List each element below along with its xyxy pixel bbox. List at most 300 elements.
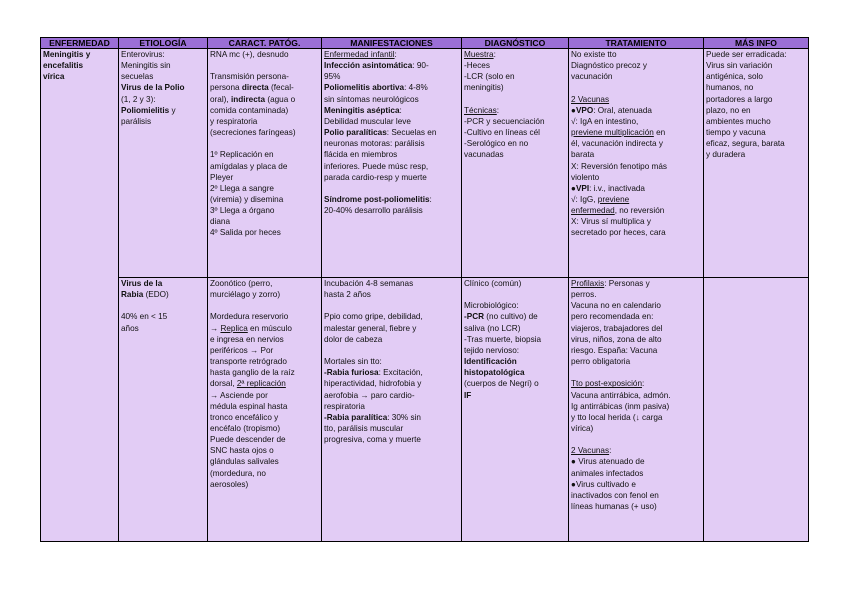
cell-text-line — [210, 71, 319, 82]
cell-text-line — [210, 468, 319, 479]
text-run: vírica) — [571, 424, 594, 434]
text-run: -Tras muerte, biopsia — [464, 334, 542, 344]
text-run: (agua o — [265, 94, 296, 104]
cell-text-line — [324, 49, 459, 60]
text-run: Enterovirus: — [121, 50, 165, 59]
cell-text-line — [464, 378, 566, 389]
text-run: Virus de la — [121, 279, 163, 288]
cell-text-line — [324, 311, 459, 322]
cell-text-line — [121, 323, 205, 334]
text-run: Puede descender de — [210, 435, 286, 445]
text-run: IF — [464, 390, 472, 400]
text-run: vacunadas — [464, 150, 504, 160]
cell-text-line — [324, 205, 459, 216]
cell-text-line — [324, 71, 459, 82]
text-run: Puede ser erradicada: — [706, 50, 787, 59]
text-run: SNC hasta ojos o — [210, 446, 274, 456]
text-run: Virus de la Polio — [121, 83, 185, 93]
cell-text-line — [324, 161, 459, 172]
cell-text-line — [706, 82, 806, 93]
text-run: encéfalo (tropismo) — [210, 424, 281, 434]
cell-text-line — [121, 116, 205, 127]
text-run: Vacuna antirrábica, admón. — [571, 390, 671, 400]
cell-text-line — [210, 356, 319, 367]
cell-text-line — [324, 278, 459, 289]
cell-text-line — [210, 378, 319, 389]
text-run: e ingresa en nervios — [210, 334, 284, 344]
text-run: : 4-8% — [404, 83, 428, 93]
cell-text-line — [324, 289, 459, 300]
text-run: persona — [210, 83, 242, 93]
text-run: transporte retrógrado — [210, 357, 287, 367]
text-run: : — [496, 105, 500, 115]
cell-text-line — [464, 323, 566, 334]
text-run: barata — [571, 150, 595, 160]
text-run: -LCR (solo en — [464, 72, 515, 82]
cell-text-line — [324, 401, 459, 412]
text-run: 40% en < 15 — [121, 312, 168, 322]
text-run: : 30% sin — [387, 412, 421, 422]
cell-text-line — [324, 127, 459, 138]
text-run: directa — [241, 83, 269, 93]
text-run: → — [210, 323, 221, 333]
text-run: líneas humanas (+ uso) — [571, 502, 657, 512]
header-etiologia: ETIOLOGÍA — [119, 38, 208, 49]
disease-table-container — [40, 37, 808, 542]
cell-text-line — [210, 216, 319, 227]
cell-text-line — [324, 149, 459, 160]
cell-text-line — [121, 71, 205, 82]
cell-text-line — [210, 205, 319, 216]
cell-text-line — [706, 71, 806, 82]
text-run: 1º Replicación en — [210, 150, 274, 160]
cell-text-line — [571, 138, 701, 149]
blank-line — [210, 60, 319, 71]
text-run: hasta 2 años — [324, 290, 371, 300]
text-run: y duradera — [706, 150, 746, 160]
blank-line — [571, 434, 701, 445]
text-run: Ig antirrábicas (inm pasiva) — [571, 401, 670, 411]
cell-text-line — [324, 423, 459, 434]
text-run: (cuerpos de Negri) o — [464, 379, 539, 389]
cell-text-line — [121, 82, 205, 93]
text-run: parálisis — [121, 116, 152, 126]
cell-text-line — [324, 194, 459, 205]
cell-text-line — [706, 49, 806, 60]
cell-text-line — [121, 105, 205, 116]
cell-text-line — [324, 116, 459, 127]
text-run: hasta ganglio de la raíz — [210, 368, 295, 378]
header-row — [41, 38, 809, 49]
text-run: eficaz, segura, barata — [706, 139, 785, 149]
text-run: él, vacunación indirecta y — [571, 139, 663, 149]
text-run: : Oral, atenuada — [593, 105, 652, 115]
cell-text-line — [571, 445, 701, 456]
cell-text-line — [706, 116, 806, 127]
text-run: : — [493, 50, 496, 59]
cell-text-line — [706, 105, 806, 116]
cell-text-line — [571, 205, 701, 216]
cell-text-line — [210, 278, 319, 289]
cell-text-line — [210, 434, 319, 445]
cell-text-line — [571, 289, 701, 300]
caract-patog-cell — [208, 278, 322, 542]
text-run: Mortales sin tto: — [324, 357, 382, 367]
text-run: Diagnóstico precoz y — [571, 61, 647, 71]
text-run: 4º Salida por heces — [210, 228, 281, 238]
text-run: y respiratoria — [210, 116, 258, 126]
text-run: Profilaxis — [571, 279, 605, 288]
text-run: perro obligatoria — [571, 357, 631, 367]
cell-text-line — [706, 138, 806, 149]
cell-text-line — [324, 334, 459, 345]
text-run: 2 Vacunas — [571, 94, 610, 104]
cell-text-line — [571, 149, 701, 160]
text-run: ● Virus atenuado de — [571, 457, 645, 467]
cell-text-line — [571, 334, 701, 345]
cell-text-line — [464, 49, 566, 60]
cell-text-line — [571, 300, 701, 311]
cell-text-line — [210, 456, 319, 467]
disease-name-line: Meningitis y — [43, 50, 91, 59]
blank-line — [324, 183, 459, 194]
text-run: Zoonótico (perro, — [210, 279, 273, 288]
cell-text-line — [210, 172, 319, 183]
text-run: animales infectados — [571, 468, 644, 478]
cell-text-line — [464, 367, 566, 378]
cell-text-line — [464, 149, 566, 160]
text-run: (EDO) — [143, 290, 169, 300]
cell-text-line — [571, 71, 701, 82]
text-run: amígdalas y placa de — [210, 161, 288, 171]
text-run: y tto local herida (↓ carga — [571, 412, 663, 422]
text-run: oral), — [210, 94, 231, 104]
cell-text-line — [121, 49, 205, 60]
blank-line — [571, 82, 701, 93]
cell-text-line — [571, 194, 701, 205]
blank-line — [121, 300, 205, 311]
text-run: ●Virus cultivado e — [571, 479, 636, 489]
cell-text-line — [210, 479, 319, 490]
text-run: : — [394, 50, 397, 59]
text-run: : Secuelas en — [386, 128, 437, 138]
text-run: violento — [571, 172, 600, 182]
cell-text-line — [210, 390, 319, 401]
text-run: Poliomielitis — [121, 105, 170, 115]
text-run: -Cultivo en líneas cél — [464, 128, 540, 138]
cell-text-line — [706, 60, 806, 71]
cell-text-line — [571, 116, 701, 127]
text-run: Tto post-exposición — [571, 379, 642, 389]
cell-text-line — [464, 300, 566, 311]
cell-text-line — [571, 356, 701, 367]
cell-text-line — [121, 311, 205, 322]
text-run: 95% — [324, 72, 341, 82]
text-run: 2º Llega a sangre — [210, 183, 274, 193]
cell-text-line — [210, 161, 319, 172]
cell-text-line — [571, 378, 701, 389]
cell-text-line — [464, 311, 566, 322]
cell-text-line — [571, 501, 701, 512]
cell-text-line — [210, 401, 319, 412]
tratamiento-cell — [569, 278, 704, 542]
text-run: comida contaminada) — [210, 105, 289, 115]
cell-text-line — [324, 94, 459, 105]
cell-text-line — [121, 94, 205, 105]
cell-text-line — [464, 138, 566, 149]
text-run: inactivados con fenol en — [571, 490, 659, 500]
text-run: saliva (no LCR) — [464, 323, 521, 333]
cell-text-line — [571, 227, 701, 238]
text-run: VPO — [575, 105, 594, 115]
cell-text-line — [571, 311, 701, 322]
text-run: 20-40% desarrollo parálisis — [324, 206, 423, 216]
blank-line — [210, 138, 319, 149]
cell-text-line — [571, 49, 701, 60]
text-run: vacunación — [571, 72, 613, 82]
text-run: Ppio como gripe, debilidad, — [324, 312, 423, 322]
cell-text-line — [210, 116, 319, 127]
text-run: Debilidad muscular leve — [324, 116, 411, 126]
cell-text-line — [210, 49, 319, 60]
cell-text-line — [571, 468, 701, 479]
text-run: Muestra — [464, 50, 494, 59]
text-run: Técnicas — [464, 105, 497, 115]
cell-text-line — [324, 367, 459, 378]
cell-text-line — [210, 323, 319, 334]
text-run: murciélago y zorro) — [210, 290, 281, 300]
text-run: Síndrome post-poliomelitis — [324, 195, 430, 205]
text-run: dolor de cabeza — [324, 334, 383, 344]
text-run: X: Reversión fenotipo más — [571, 161, 668, 171]
cell-text-line — [464, 390, 566, 401]
text-run: : 90- — [412, 61, 429, 71]
manifestaciones-cell — [322, 278, 462, 542]
text-run: riesgo. España: Vacuna — [571, 345, 658, 355]
text-run: RNA mc (+), desnudo — [210, 50, 289, 59]
text-run: -PCR — [464, 312, 485, 322]
cell-text-line — [210, 367, 319, 378]
text-run: 2ª replicación — [236, 379, 286, 389]
cell-text-line — [706, 149, 806, 160]
text-run: Poliomelitis abortiva — [324, 83, 405, 93]
cell-text-line — [324, 105, 459, 116]
text-run: Enfermedad infantil — [324, 50, 395, 59]
text-run: malestar general, fiebre y — [324, 323, 417, 333]
text-run: flácida en miembros — [324, 150, 398, 160]
blank-line — [324, 345, 459, 356]
cell-text-line — [571, 401, 701, 412]
text-run: Virus sin variación — [706, 61, 773, 71]
text-run: tiempo y vacuna — [706, 128, 766, 138]
text-run: parada cardio-resp y muerte — [324, 172, 427, 182]
text-run: médula espinal hasta — [210, 401, 288, 411]
text-run: Rabia — [121, 290, 144, 300]
text-run: (secreciones faríngeas) — [210, 128, 296, 138]
cell-text-line — [210, 94, 319, 105]
cell-text-line — [121, 60, 205, 71]
text-run: glándulas salivales — [210, 457, 279, 467]
text-run: Meningitis aséptica — [324, 105, 400, 115]
text-run: hiperactividad, hidrofobia y — [324, 379, 422, 389]
text-run: Pleyer — [210, 172, 234, 182]
table-row-polio — [41, 49, 809, 278]
text-run: en músculo — [247, 323, 292, 333]
text-run: tejido nervioso: — [464, 345, 520, 355]
cell-text-line — [464, 60, 566, 71]
text-run: sin síntomas neurológicos — [324, 94, 419, 104]
text-run: previene — [597, 195, 630, 205]
cell-text-line — [210, 289, 319, 300]
disease-cell — [41, 49, 119, 542]
cell-text-line — [571, 105, 701, 116]
cell-text-line — [210, 194, 319, 205]
text-run: aerosoles) — [210, 479, 249, 489]
text-run: indirecta — [230, 94, 266, 104]
diagnostico-cell — [462, 278, 569, 542]
text-run: Identificación — [464, 357, 517, 367]
text-run: virus, niños, zona de alto — [571, 334, 662, 344]
cell-text-line — [571, 345, 701, 356]
text-run: -Rabia paralítica — [324, 412, 388, 422]
cell-text-line — [464, 345, 566, 356]
blank-line — [464, 94, 566, 105]
cell-text-line — [210, 149, 319, 160]
text-run: meningitis) — [464, 83, 504, 93]
text-run: progresiva, coma y muerte — [324, 435, 421, 445]
manifestaciones-cell — [322, 49, 462, 278]
disease-table — [40, 37, 809, 542]
cell-text-line — [464, 334, 566, 345]
text-run: Polio paralíticas — [324, 128, 387, 138]
text-run: -Serológico en no — [464, 139, 529, 149]
text-run: aerofobia → paro cardio- — [324, 390, 415, 400]
text-run: : — [642, 379, 645, 389]
cell-text-line — [571, 323, 701, 334]
cell-text-line — [324, 172, 459, 183]
text-run: , no reversión — [614, 206, 665, 216]
text-run: VPI — [575, 183, 590, 193]
text-run: ● — [571, 105, 576, 115]
text-run: -Heces — [464, 61, 490, 71]
text-run: plazo, no en — [706, 105, 751, 115]
cell-text-line — [324, 390, 459, 401]
cell-text-line — [210, 412, 319, 423]
blank-line — [464, 289, 566, 300]
cell-text-line — [210, 445, 319, 456]
header-tratamiento: TRATAMIENTO — [569, 38, 704, 49]
text-run: : i.v., inactivada — [589, 183, 645, 193]
cell-text-line — [324, 434, 459, 445]
blank-line — [571, 367, 701, 378]
text-run: X: Virus sí multiplica y — [571, 217, 651, 227]
text-run: histopatológica — [464, 368, 525, 378]
text-run: (fecal- — [268, 83, 294, 93]
cell-text-line — [464, 116, 566, 127]
text-run: en — [653, 128, 666, 138]
cell-text-line — [571, 60, 701, 71]
cell-text-line — [571, 390, 701, 401]
text-run: Infección asintomática — [324, 61, 413, 71]
cell-text-line — [571, 161, 701, 172]
text-run: neuronas motoras: parálisis — [324, 139, 425, 149]
text-run: (1, 2 y 3): — [121, 94, 156, 104]
text-run: 2 Vacunas — [571, 446, 610, 456]
tratamiento-cell — [569, 49, 704, 278]
cell-text-line — [324, 412, 459, 423]
text-run: secretado por heces, cara — [571, 228, 666, 238]
text-run: No existe tto — [571, 50, 617, 59]
text-run: Meningitis sin — [121, 61, 171, 71]
text-run: humanos, no — [706, 83, 754, 93]
cell-text-line — [464, 82, 566, 93]
cell-text-line — [324, 138, 459, 149]
text-run: Vacuna no en calendario — [571, 301, 661, 311]
text-run: pero recomendada en: — [571, 312, 654, 322]
cell-text-line — [571, 278, 701, 289]
text-run: √: IgG, — [571, 195, 598, 205]
blank-line — [324, 300, 459, 311]
text-run: Replica — [220, 323, 248, 333]
text-run: -PCR y secuenciación — [464, 116, 545, 126]
cell-text-line — [571, 172, 701, 183]
header-caract-patog: CARACT. PATÓG. — [208, 38, 322, 49]
text-run: (viremia) y disemina — [210, 195, 284, 204]
text-run: portadores a largo — [706, 94, 773, 104]
cell-text-line — [210, 311, 319, 322]
cell-text-line — [464, 127, 566, 138]
cell-text-line — [571, 183, 701, 194]
text-run: viajeros, trabajadores del — [571, 323, 663, 333]
cell-text-line — [571, 423, 701, 434]
text-run: ● — [571, 183, 576, 193]
diagnostico-cell — [462, 49, 569, 278]
text-run: : — [399, 105, 402, 115]
text-run: : Personas y — [604, 279, 650, 288]
header-diagnostico: DIAGNÓSTICO — [462, 38, 569, 49]
mas-info-cell — [704, 49, 809, 278]
cell-text-line — [210, 345, 319, 356]
text-run: tto, parálisis muscular — [324, 424, 404, 433]
text-run: Clínico (común) — [464, 279, 522, 288]
disease-name-line: encefalitis — [43, 61, 84, 71]
text-run: ambientes mucho — [706, 116, 771, 126]
cell-text-line — [324, 378, 459, 389]
cell-text-line — [121, 289, 205, 300]
text-run: secuelas — [121, 72, 154, 82]
text-run: diana — [210, 217, 231, 227]
cell-text-line — [706, 94, 806, 105]
cell-text-line — [324, 356, 459, 367]
text-run: periféricos → Por — [210, 345, 274, 355]
cell-text-line — [464, 71, 566, 82]
cell-text-line — [571, 127, 701, 138]
text-run: respiratoria — [324, 401, 365, 411]
cell-text-line — [571, 412, 701, 423]
cell-text-line — [210, 82, 319, 93]
cell-text-line — [210, 105, 319, 116]
text-run: (no cultivo) de — [484, 312, 538, 322]
text-run: perros. — [571, 290, 597, 300]
cell-text-line — [464, 356, 566, 367]
cell-text-line — [210, 423, 319, 434]
cell-text-line — [121, 278, 205, 289]
cell-text-line — [571, 479, 701, 490]
table-row-rabia — [41, 278, 809, 542]
etiologia-cell — [119, 49, 208, 278]
text-run: tronco encefálico y — [210, 412, 279, 422]
text-run: dorsal, — [210, 379, 237, 389]
